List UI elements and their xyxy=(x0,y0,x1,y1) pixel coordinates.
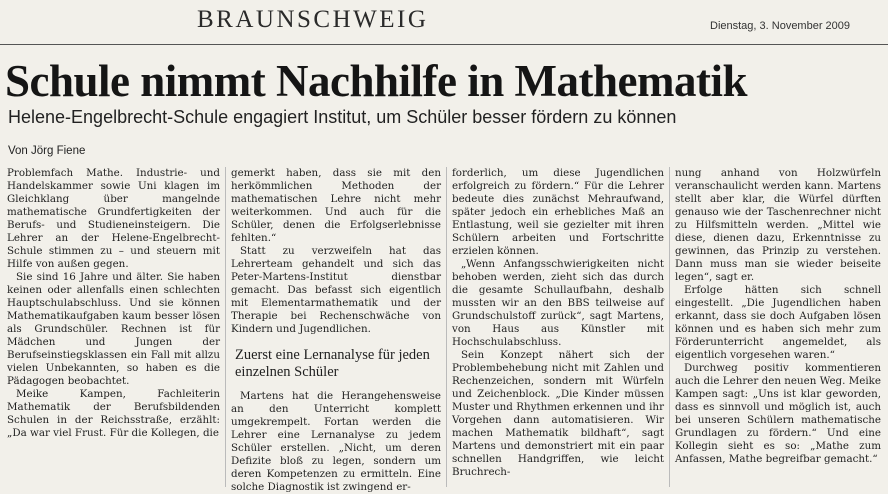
paragraph: Martens hat die Herangehensweise an den Unterricht komplett umgekrempelt. Fortan werden die Lehrer eine Lernanalyse zu jedem Schüler erstellen. „Nicht, um deren Defizite bloß zu legen, sondern um deren Kompetenzen zu ermitteln. Eine solche Diagnostik ist zwingend er- xyxy=(231,390,441,493)
section-title: BRAUNSCHWEIG xyxy=(197,6,429,33)
header-rule xyxy=(0,44,888,45)
column-3 xyxy=(452,167,664,487)
paragraph: Sie sind 16 Jahre und älter. Sie haben keinen oder allenfalls einen schlechten Hauptschulabschluss. Und sie können Mathematikaufgaben kaum besser lösen als Grundschüler. Rechnen ist für Mädchen und Jungen der Berufseinstiegsklassen ein Fall mit allzu vielen Unbekannten, so haben es die Pädagogen beobachtet. xyxy=(7,271,220,387)
article-byline: Von Jörg Fiene xyxy=(8,145,86,157)
paragraph: Meike Kampen, Fachleiterin Mathematik der Berufsbildenden Schulen in der Reichsstraße, erzählt: „Da war viel Frust. Für die Kollegen, die xyxy=(7,388,220,439)
column-4 xyxy=(675,167,881,487)
article-subtitle: Helene-Engelbrecht-Schule engagiert Institut, um Schüler besser fördern zu können xyxy=(8,107,677,127)
paragraph: Sein Konzept nähert sich der Problembehebung nicht mit Zahlen und Rechenzeichen, sondern mit Würfeln und Zeichenblock. „Die Kinder müssen Muster und Rhythmen erkennen und ihr Vorgehen dann automatisieren. Wir machen Mathematik bildhaft“, sagt Martens und demonstriert mit ein paar schnellen Handgriffen, wie leicht Bruchrech- xyxy=(452,349,664,478)
article-headline: Schule nimmt Nachhilfe in Mathematik xyxy=(5,56,747,106)
article-body xyxy=(0,167,888,493)
article-subhead: Zuerst eine Lernanalyse für jeden einzelnen Schüler xyxy=(235,347,430,380)
publication-date: Dienstag, 3. November 2009 xyxy=(710,20,851,32)
paragraph: Durchweg positiv kommentieren auch die Lehrer den neuen Weg. Meike Kampen sagt: „Uns ist klar geworden, dass es sinnvoll und möglich ist, auch bei unseren Schülern mathematische Grundlagen zu fördern.“ Und eine Kollegin sieht es so: „Mathe zum Anfassen, Mathe begreifbar gemacht.“ xyxy=(675,362,881,465)
column-1 xyxy=(7,167,220,487)
paragraph: „Wenn Anfangsschwierigkeiten nicht behoben werden, zieht sich das durch die gesamte Schullaufbahn, deshalb mussten wir an den BBS teilweise auf Grundschulstoff zurück“, sagt Martens, von Haus aus Künstler mit Hochschulabschluss. xyxy=(452,258,664,348)
column-divider xyxy=(669,167,670,487)
paragraph: gemerkt haben, dass sie mit den herkömmlichen Methoden der mathematischen Lehre nicht mehr weiterkommen. Und auch für die Schüler, denen die Erfolgserlebnisse fehlten.“ xyxy=(231,167,441,244)
column-divider xyxy=(225,167,226,487)
paragraph: nung anhand von Holzwürfeln veranschaulicht werden kann. Martens stellt aber klar, die Würfel dürften genauso wie der Taschenrechner nicht zu Hilfsmitteln werden. „Mittel wie diese, dienen dazu, Erkenntnisse zu gewinnen, das Prinzip zu verstehen. Dann muss man sie wieder beiseite legen“, sagt er. xyxy=(675,167,881,283)
paragraph: Erfolge hätten sich schnell eingestellt. „Die Jugendlichen haben erkannt, dass sie doch Aufgaben lösen können und es haben sich mehr zum Förderunterricht angemeldet, als eigentlich vorgesehen waren.“ xyxy=(675,284,881,361)
paragraph: Statt zu verzweifeln hat das Lehrerteam gehandelt und sich das Peter-Martens-Institut dienstbar gemacht. Das befasst sich eigentlich mit Elementarmathematik und der Therapie bei Rechenschwäche von Kindern und Jugendlichen. xyxy=(231,245,441,335)
column-divider xyxy=(446,167,447,487)
paragraph: Problemfach Mathe. Industrie- und Handelskammer sowie Uni klagen im Gleichklang über mangelnde mathematische Grundfertigkeiten der Berufs- und Studieneinsteigern. Die Lehrer an der Helene-Engelbrecht-Schule stimmen zu – und steuern mit Hilfe von außen gegen. xyxy=(7,167,220,270)
paragraph: forderlich, um diese Jugendlichen erfolgreich zu fördern.“ Für die Lehrer bedeute dies zunächst Mehraufwand, später jedoch ein erhebliches Maß an Entlastung, weil sie gezielter mit ihren Schülern arbeiten und Fortschritte erzielen können. xyxy=(452,167,664,257)
column-2 xyxy=(231,167,441,493)
